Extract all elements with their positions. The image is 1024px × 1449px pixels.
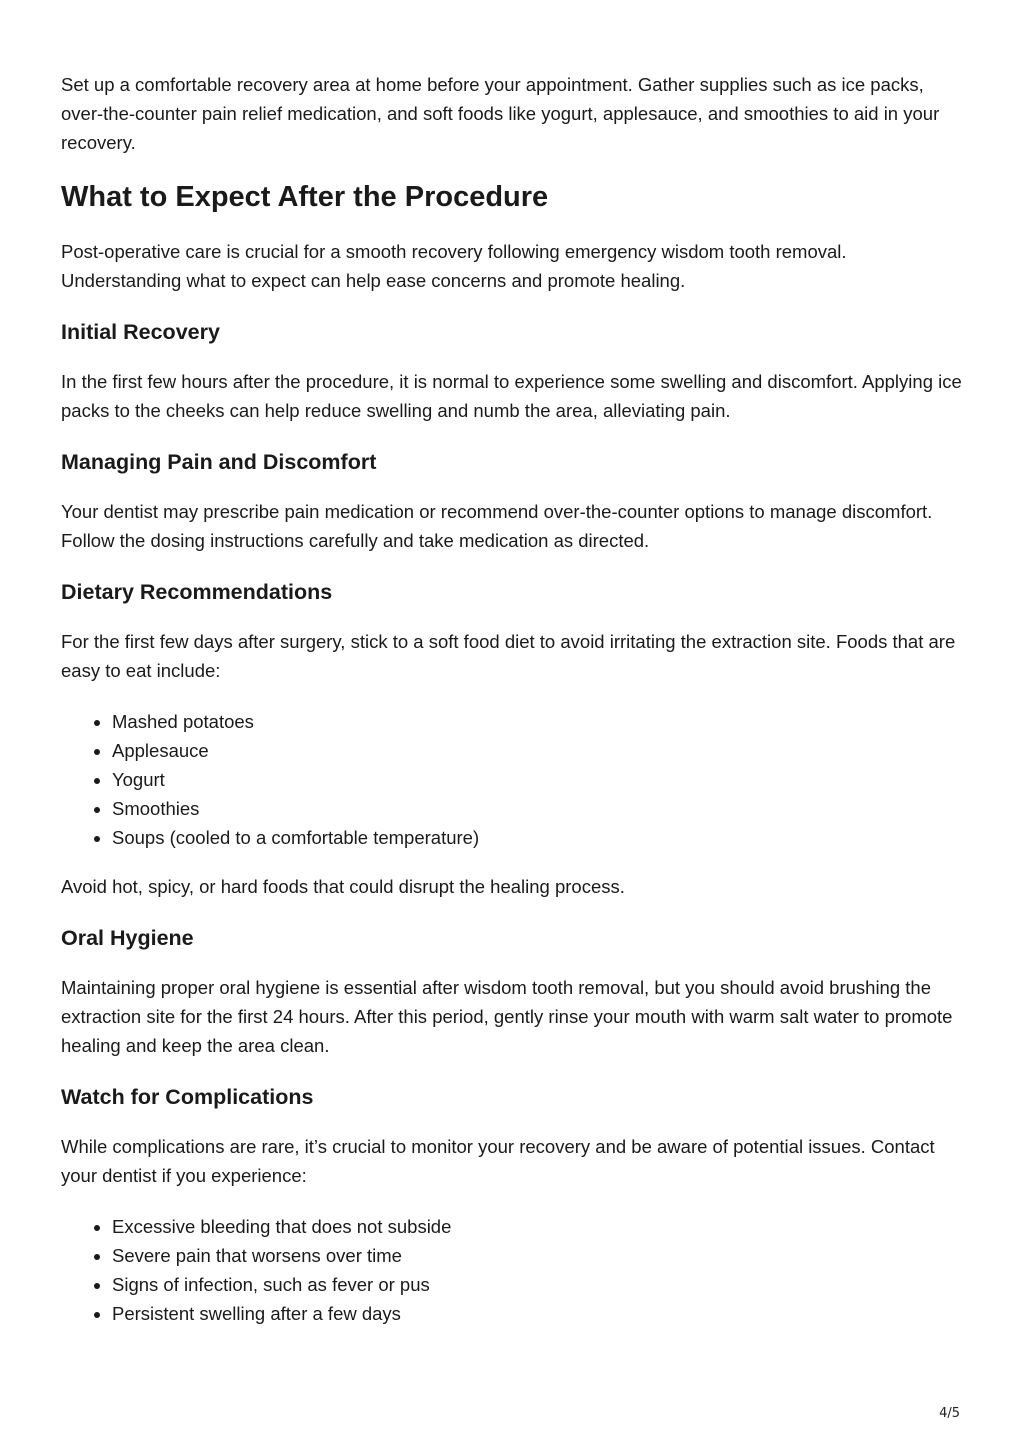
list-item: • Soups (cooled to a comfortable temperature) xyxy=(112,823,971,852)
section-heading: What to Expect After the Procedure xyxy=(61,181,549,213)
section-paragraph: Post-operative care is crucial for a smooth recovery following emergency wisdom tooth removal. Understanding what to expect can help ease concerns and promote healing. xyxy=(61,241,847,291)
list-item: • Severe pain that worsens over time xyxy=(112,1241,971,1270)
list-item: • Signs of infection, such as fever or pus xyxy=(112,1270,971,1299)
initial-recovery-heading: Initial Recovery xyxy=(61,320,220,344)
list-item: • Yogurt xyxy=(112,765,971,794)
managing-pain-paragraph: Your dentist may prescribe pain medication or recommend over-the-counter options to manage discomfort. Follow the dosing instructions carefully and take medication as directed. xyxy=(61,501,933,551)
dietary-paragraph: For the first few days after surgery, stick to a soft food diet to avoid irritating the extraction site. Foods that are easy to eat include: xyxy=(61,631,956,681)
managing-pain-heading: Managing Pain and Discomfort xyxy=(61,450,377,474)
oral-hygiene-paragraph: Maintaining proper oral hygiene is essential after wisdom tooth removal, but you should avoid brushing the extraction site for the first 24 hours. After this period, gently rinse your mouth with warm salt water to promote healing and keep the area clean. xyxy=(61,977,953,1056)
complications-list xyxy=(61,1212,971,1328)
soft-foods-list xyxy=(61,707,971,852)
intro-paragraph: Set up a comfortable recovery area at home before your appointment. Gather supplies such as ice packs, over-the-counter pain relief medication, and soft foods like yogurt, applesauce, and smoothies to aid in your recovery. xyxy=(61,74,940,153)
complications-paragraph: While complications are rare, it’s crucial to monitor your recovery and be aware of potential issues. Contact your dentist if you experience: xyxy=(61,1136,935,1186)
page-number: 4/5 xyxy=(939,1406,960,1421)
dietary-closing: Avoid hot, spicy, or hard foods that could disrupt the healing process. xyxy=(61,876,625,897)
list-item: • Mashed potatoes xyxy=(112,707,971,736)
list-item: • Applesauce xyxy=(112,736,971,765)
complications-heading: Watch for Complications xyxy=(61,1085,314,1109)
list-item: • Smoothies xyxy=(112,794,971,823)
dietary-heading: Dietary Recommendations xyxy=(61,580,333,604)
initial-recovery-paragraph: In the first few hours after the procedure, it is normal to experience some swelling and discomfort. Applying ice packs to the cheeks can help reduce swelling and numb the area, alleviating pain. xyxy=(61,371,962,421)
document-page xyxy=(61,70,971,1348)
list-item: • Persistent swelling after a few days xyxy=(112,1299,971,1328)
list-item: • Excessive bleeding that does not subside xyxy=(112,1212,971,1241)
oral-hygiene-heading: Oral Hygiene xyxy=(61,926,194,950)
